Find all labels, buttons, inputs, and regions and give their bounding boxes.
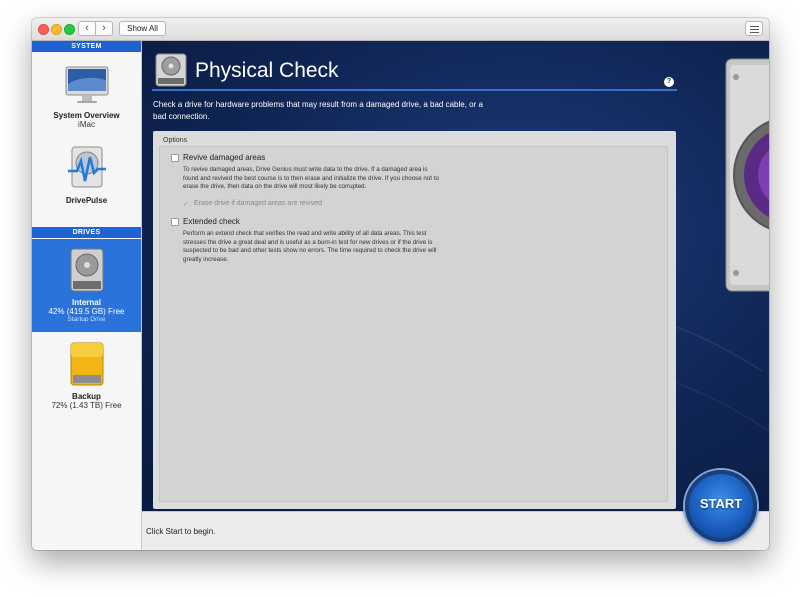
sidebar-item-internal-drive[interactable] <box>32 239 141 332</box>
sidebar-item-label: System Overview <box>53 111 120 120</box>
options-label: Options <box>163 137 188 144</box>
sidebar-item-system-overview[interactable] <box>32 54 141 136</box>
show-all-button[interactable]: Show All <box>119 21 166 36</box>
titlebar <box>32 18 769 41</box>
options-box <box>159 146 668 502</box>
extended-check-description: Perform an extend check that verifies the read and write ability of all data areas. This test stresses the drive a great deal and is useful as a burn-in test for new drives or if the drive is suspected to be bad and other tests show no errors. The time required to check the drive will greatly increase. <box>183 230 437 263</box>
drive-free-space: 72% (1.43 TB) Free <box>51 401 122 410</box>
forward-button[interactable]: › <box>95 21 113 36</box>
revive-description: To revive damaged areas, Drive Genius must write data to the drive. If a damaged area is found and revived the best course is to then erase and initialize the drive. If you choose not to erase the drive, then data on the drive will most likely be corrupted. <box>183 166 439 191</box>
zoom-window-button[interactable] <box>64 24 75 35</box>
back-button[interactable]: ‹ <box>78 21 96 36</box>
drives-section-header: DRIVES <box>32 227 141 238</box>
drivepulse-icon <box>67 143 107 191</box>
close-window-button[interactable] <box>38 24 49 35</box>
backup-drive-icon <box>68 341 106 387</box>
page-description: Check a drive for hardware problems that may result from a damaged drive, a bad cable, or a bad connection. <box>153 100 483 121</box>
help-button[interactable]: ? <box>664 77 674 87</box>
sidebar-item-label: Backup <box>72 392 101 401</box>
hard-drive-graphic <box>722 55 769 295</box>
status-text: Click Start to begin. <box>146 527 216 536</box>
revive-damaged-areas-checkbox[interactable] <box>171 154 179 162</box>
app-window <box>32 18 769 550</box>
start-button-label: START <box>699 496 743 511</box>
extended-check-checkbox[interactable] <box>171 218 179 226</box>
internal-drive-icon <box>68 247 106 293</box>
sidebar-item-sublabel: iMac <box>78 120 95 129</box>
imac-icon <box>64 66 110 106</box>
drive-free-space: 42% (419.5 GB) Free <box>48 307 125 316</box>
sidebar-item-label: DrivePulse <box>65 196 108 205</box>
main-content <box>142 41 769 511</box>
page-title: Physical Check <box>195 59 339 82</box>
extended-check-label[interactable]: Extended check <box>183 217 240 226</box>
list-view-button[interactable] <box>745 21 763 36</box>
sidebar-item-drivepulse[interactable] <box>32 139 141 223</box>
drive-startup-label: Startup Drive <box>67 316 106 323</box>
erase-drive-label[interactable]: Erase drive if damaged areas are revived <box>194 200 323 207</box>
sidebar <box>32 41 142 550</box>
title-underline <box>152 89 677 91</box>
options-panel <box>153 131 676 509</box>
sidebar-item-label: Internal <box>72 298 101 307</box>
sidebar-item-backup-drive[interactable] <box>32 335 141 419</box>
erase-drive-checkbox[interactable]: ✓ <box>183 201 189 208</box>
start-button[interactable] <box>685 470 757 542</box>
status-bar <box>142 511 769 550</box>
minimize-window-button[interactable] <box>51 24 62 35</box>
system-section-header: SYSTEM <box>32 41 141 52</box>
list-icon <box>750 26 759 27</box>
physical-check-drive-icon <box>154 52 188 88</box>
revive-damaged-areas-label[interactable]: Revive damaged areas <box>183 153 266 162</box>
